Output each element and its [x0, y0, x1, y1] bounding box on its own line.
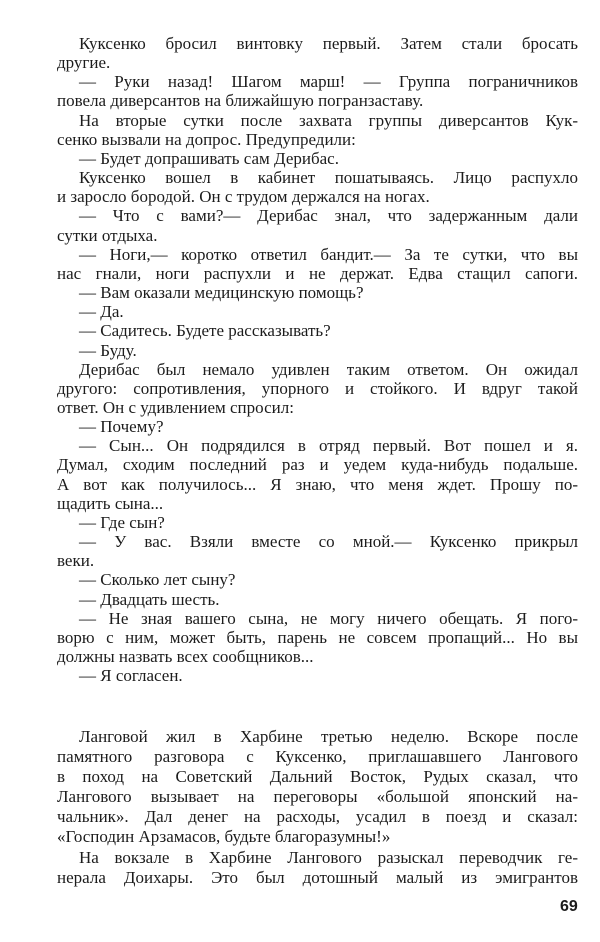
- text-line: в поход на Советский Дальний Восток, Рудых сказал, что: [57, 767, 578, 787]
- text-line: — Да.: [79, 302, 124, 322]
- text-line: ответ. Он с удивлением спросил:: [57, 397, 294, 417]
- text-line: нас гнали, ноги распухли и не держат. Едва стащил сапоги.: [57, 263, 578, 283]
- text-line: — Что с вами?— Дерибас знал, что задержанным дали: [79, 206, 578, 226]
- text-line: и заросло бородой. Он с трудом держался на ногах.: [57, 187, 430, 207]
- text-line: — Вам оказали медицинскую помощь?: [79, 283, 364, 303]
- page-number: 69: [560, 898, 578, 915]
- text-line: Лангового вызывает на переговоры «большой японский на-: [57, 787, 578, 807]
- text-line: — Двадцать шесть.: [79, 589, 220, 609]
- text-line: сенко вызвали на допрос. Предупредили:: [57, 129, 356, 149]
- text-line: — Будет допрашивать сам Дерибас.: [79, 148, 339, 168]
- text-line: другие.: [57, 53, 111, 73]
- text-line: нерала Доихары. Это был дотошный малый из эмигрантов: [57, 867, 578, 887]
- text-line: должны назвать всех сообщников...: [57, 647, 314, 666]
- text-line: Ланговой жил в Харбине третью неделю. Вскоре после: [79, 727, 578, 746]
- text-line: чальник». Дал денег на расходы, усадил в поезд и сказал:: [57, 807, 578, 827]
- text-line: — Садитесь. Будете рассказывать?: [79, 321, 331, 341]
- text-line: Думал, сходим последний раз и уедем куда-нибудь подальше.: [57, 455, 578, 475]
- text-line: — Не зная вашего сына, не могу ничего обещать. Я пого-: [79, 608, 578, 628]
- text-section-interrogation: [57, 34, 578, 685]
- text-line: щадить сына...: [57, 493, 164, 513]
- text-line: — Ноги,— коротко ответил бандит.— За те сутки, что вы: [79, 244, 578, 264]
- text-line: — Сколько лет сыну?: [79, 570, 236, 590]
- text-line: На вокзале в Харбине Лангового разыскал переводчик ге-: [79, 847, 578, 867]
- text-line: веки.: [57, 551, 95, 571]
- text-section-langovoy: [57, 727, 578, 888]
- text-line: — Я согласен.: [79, 666, 183, 686]
- text-line: сутки отдыха.: [57, 225, 158, 245]
- text-line: повела диверсантов на ближайшую погранзаставу.: [57, 91, 424, 111]
- text-line: — Буду.: [79, 340, 137, 360]
- text-line: Куксенко бросил винтовку первый. Затем стали бросать: [79, 34, 578, 53]
- text-line: Дерибас был немало удивлен таким ответом. Он ожидал: [79, 359, 578, 379]
- text-line: ворю с ним, может быть, парень не совсем пропащий... Но вы: [57, 627, 578, 647]
- text-line: Куксенко вошел в кабинет пошатываясь. Лицо распухло: [79, 168, 578, 188]
- text-line: — Почему?: [79, 417, 164, 437]
- text-line: На вторые сутки после захвата группы диверсантов Кук-: [79, 110, 578, 130]
- text-line: — Где сын?: [79, 512, 165, 532]
- text-line: А вот как получилось... Я знаю, что меня ждет. Прошу по-: [57, 474, 578, 494]
- text-line: — Сын... Он подрядился в отряд первый. Вот пошел и я.: [79, 436, 578, 456]
- text-line: «Господин Арзамасов, будьте благоразумны!»: [57, 827, 391, 847]
- text-line: — У вас. Взяли вместе со мной.— Куксенко прикрыл: [79, 532, 578, 552]
- text-line: другого: сопротивления, упорного и стойкого. И вдруг такой: [57, 378, 578, 398]
- text-line: памятного разговора с Куксенко, приглашавшего Лангового: [57, 747, 578, 767]
- text-line: — Руки назад! Шагом марш! — Группа пограничников: [79, 72, 578, 92]
